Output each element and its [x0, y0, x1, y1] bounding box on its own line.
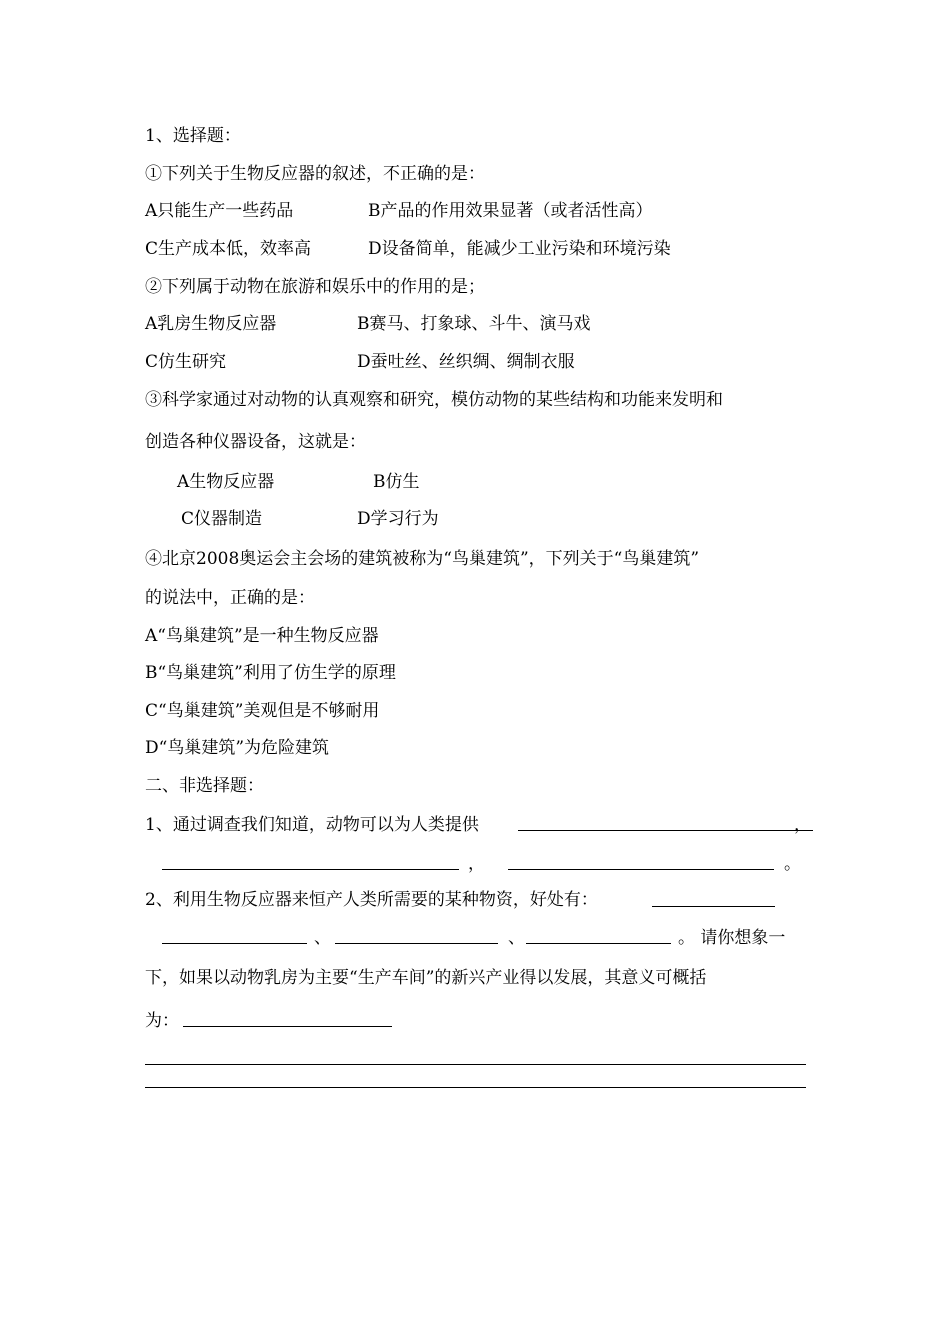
answer-blank[interactable] — [162, 869, 459, 870]
answer-line[interactable] — [145, 1064, 806, 1065]
option-b: B赛马、打象球、斗牛、演马戏 — [357, 314, 591, 334]
question-stem: ②下列属于动物在旅游和娱乐中的作用的是； — [145, 277, 485, 297]
option-c: C生产成本低，效率高 — [145, 239, 312, 259]
separator: 、 — [314, 928, 331, 948]
answer-blank[interactable] — [526, 943, 671, 944]
answer-blank[interactable] — [652, 906, 775, 907]
question-stem-line2: 创造各种仪器设备，这就是： — [145, 432, 366, 452]
comma: ， — [794, 815, 811, 835]
period: 。 — [784, 854, 801, 874]
answer-blank[interactable] — [335, 943, 498, 944]
comma: ， — [468, 854, 485, 874]
option-c: C仪器制造 — [181, 509, 263, 529]
question-stem: ①下列关于生物反应器的叙述，不正确的是： — [145, 164, 485, 184]
fill-question-text: 2、利用生物反应器来恒产人类所需要的某种物资，好处有： — [145, 890, 598, 910]
option-c: C仿生研究 — [145, 352, 227, 372]
question-stem-line2: 的说法中，正确的是： — [145, 588, 315, 608]
question-stem-line1: ④北京2008奥运会主会场的建筑被称为“鸟巢建筑”，下列关于“鸟巢建筑” — [145, 549, 700, 569]
option-d: D学习行为 — [357, 509, 439, 529]
mc-title: 1、选择题： — [145, 126, 241, 146]
fill-question-line2: 下，如果以动物乳房为主要“生产车间”的新兴产业得以发展，其意义可概括 — [145, 968, 707, 988]
option-a: A乳房生物反应器 — [145, 314, 277, 334]
answer-blank[interactable] — [183, 1026, 392, 1027]
option-a: A“鸟巢建筑”是一种生物反应器 — [145, 626, 379, 646]
question-stem-line1: ③科学家通过对动物的认真观察和研究，模仿动物的某些结构和功能来发明和 — [145, 390, 723, 410]
separator: 、 — [508, 928, 525, 948]
option-b: B“鸟巢建筑”利用了仿生学的原理 — [145, 663, 396, 683]
option-a: A生物反应器 — [177, 472, 275, 492]
option-a: A只能生产一些药品 — [145, 201, 294, 221]
non-mc-title: 二、非选择题： — [145, 776, 264, 796]
fill-question-line3: 为： — [145, 1011, 179, 1031]
option-b: B产品的作用效果显著（或者活性高） — [368, 201, 653, 221]
answer-blank[interactable] — [518, 830, 813, 831]
option-d: D设备简单，能减少工业污染和环境污染 — [368, 239, 671, 259]
fill-question-text: 1、通过调查我们知道，动物可以为人类提供 — [145, 815, 479, 835]
option-b: B仿生 — [373, 472, 420, 492]
option-d: D“鸟巢建筑”为危险建筑 — [145, 738, 330, 758]
answer-line[interactable] — [145, 1087, 806, 1088]
line-continuation: 。 请你想象一 — [678, 928, 786, 948]
option-d: D蚕吐丝、丝织绸、绸制衣服 — [357, 352, 575, 372]
answer-blank[interactable] — [162, 943, 307, 944]
answer-blank[interactable] — [508, 869, 774, 870]
option-c: C“鸟巢建筑”美观但是不够耐用 — [145, 701, 380, 721]
